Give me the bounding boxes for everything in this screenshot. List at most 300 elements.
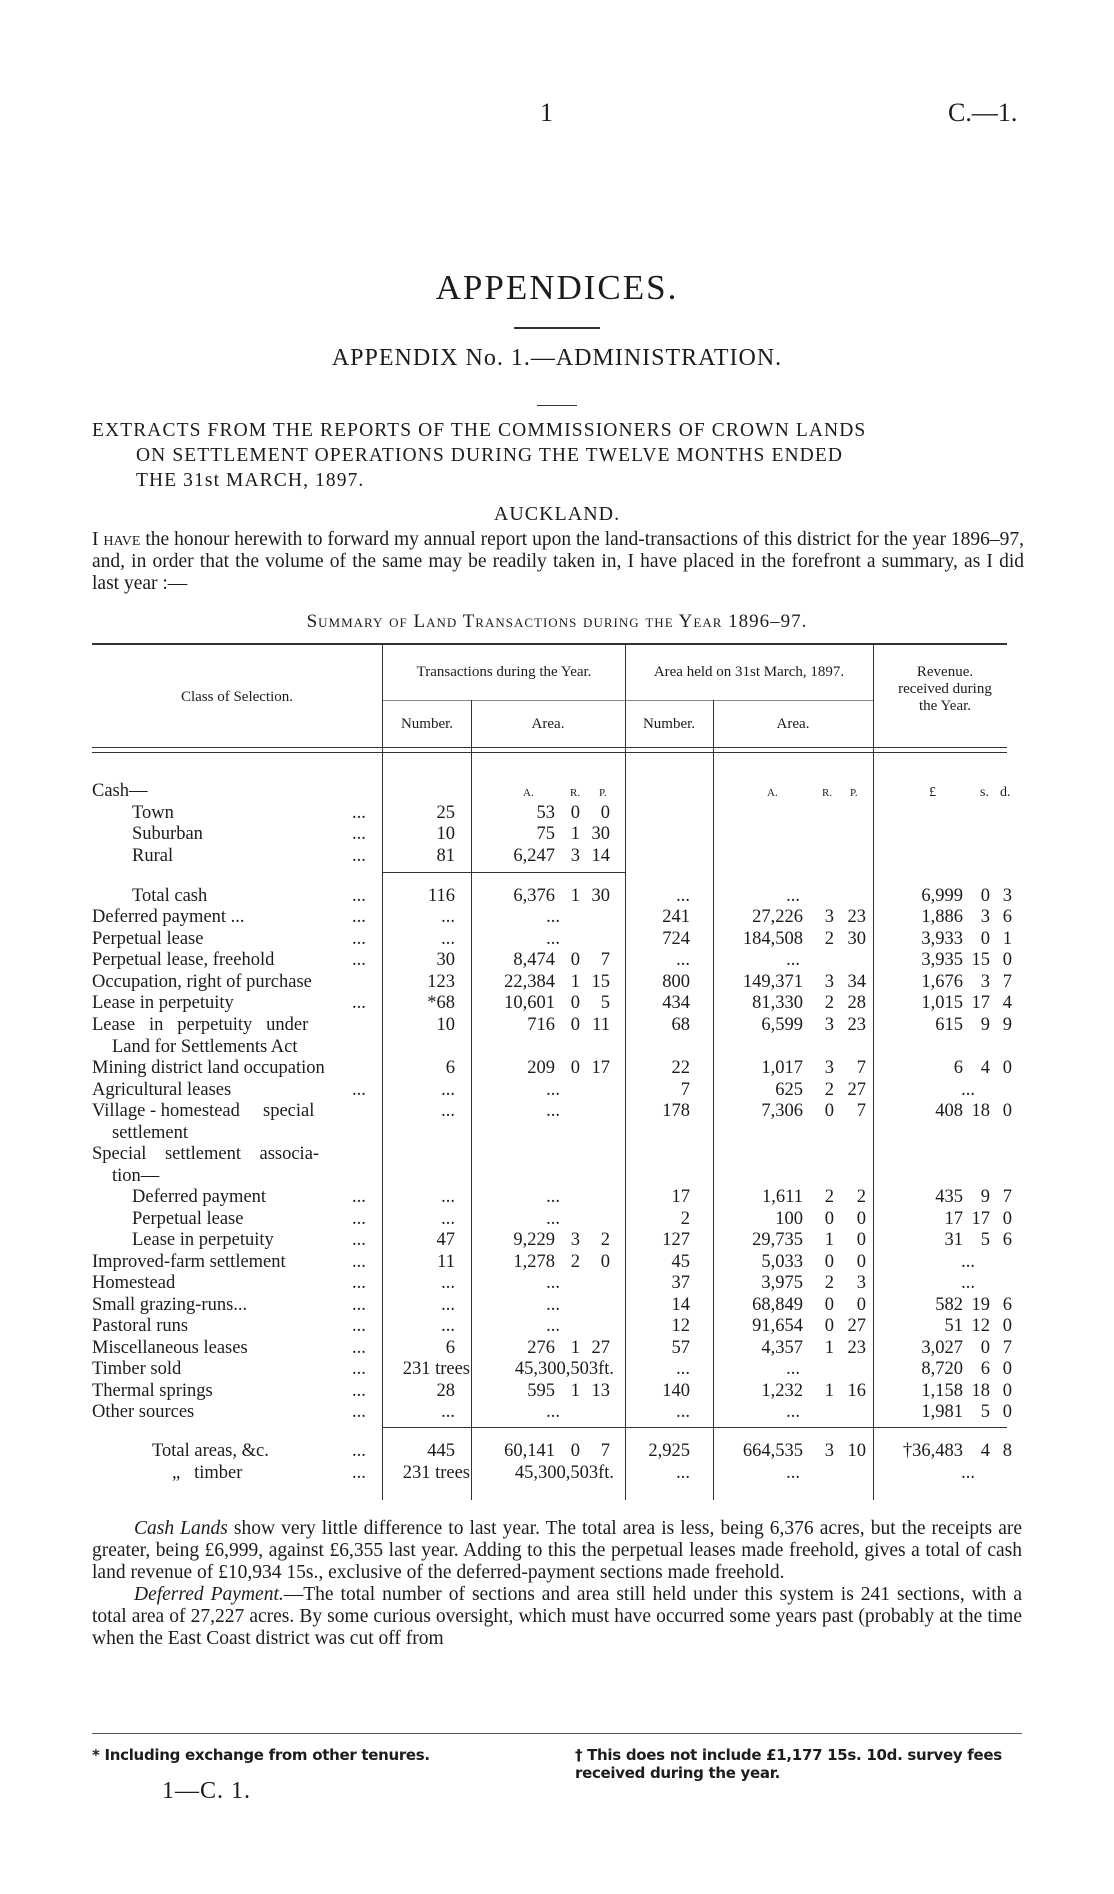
held-area-perches: 34 (847, 972, 866, 992)
revenue-shillings: 5 (980, 1402, 990, 1422)
extracts-line-1: EXTRACTS FROM THE REPORTS OF THE COMMISSIONERS OF CROWN LANDS (92, 420, 867, 441)
tx-area-acres: 716 (527, 1015, 555, 1035)
held-area-perches: 16 (847, 1381, 866, 1401)
leader-dots: ... (352, 1441, 366, 1461)
tx-area: ... (546, 1316, 560, 1336)
held-area-acres: 7,306 (761, 1101, 803, 1121)
tx-number: ... (441, 1402, 455, 1422)
page-number: 1 (540, 98, 553, 127)
revenue-pence: 0 (1002, 1381, 1012, 1401)
tx-number: ... (441, 1316, 455, 1336)
row-label-continuation: settlement (112, 1122, 189, 1143)
tx-area-roods: 1 (570, 1381, 580, 1401)
held-area: ... (786, 1463, 800, 1483)
tx-area-roods: 0 (570, 803, 580, 823)
held-area-acres: 1,232 (761, 1381, 803, 1401)
revenue-shillings: 12 (971, 1316, 990, 1336)
revenue-pounds: ... (961, 1252, 975, 1272)
tx-area-perches: 15 (591, 972, 610, 992)
intro-text: the honour herewith to forward my annual report upon the land-transactions of this district for the year 1896–97, and, in order that the volume of the same may be readily taken in, I have placed in the forefront a summary, as I did last year :— (92, 529, 1024, 594)
held-area-roods: 2 (824, 929, 834, 949)
tx-area-timber: 45,300,503ft. (514, 1463, 614, 1483)
tx-number: ... (441, 1187, 455, 1207)
th-class-of-selection: Class of Selection. (180, 689, 294, 705)
leader-dots: ... (352, 1295, 366, 1315)
held-number: 2 (680, 1209, 690, 1229)
held-area-acres: 81,330 (752, 993, 803, 1013)
tx-area-acres: 6,247 (513, 846, 555, 866)
held-area-acres: 91,654 (752, 1316, 803, 1336)
row-label-continuation: tion— (112, 1165, 160, 1186)
held-number: 12 (671, 1316, 690, 1336)
held-number: 22 (671, 1058, 690, 1078)
th-transactions: Transactions during the Year. (416, 664, 592, 680)
group-subheader-rule (383, 700, 873, 701)
tx-number: 10 (436, 824, 455, 844)
tx-area-roods: 0 (570, 1058, 580, 1078)
held-area-acres: 4,357 (761, 1338, 803, 1358)
tx-number: 81 (436, 846, 455, 866)
tx-area: ... (546, 1101, 560, 1121)
tx-area-acres: 22,384 (504, 972, 555, 992)
district-heading: AUCKLAND. (493, 503, 621, 525)
row-label: Special settlement associa- tion— (92, 1144, 320, 1186)
revenue-pence: 1 (1002, 929, 1012, 949)
unit-perches-2: P. (850, 787, 858, 799)
tx-number: 231 trees (402, 1359, 470, 1379)
intro-paragraph (92, 529, 1024, 595)
held-area-roods: 1 (824, 1230, 834, 1250)
held-area-roods: 3 (824, 1058, 834, 1078)
row-label: Homestead (92, 1273, 176, 1293)
leader-dots: ... (352, 929, 366, 949)
held-area-roods: 0 (824, 1295, 834, 1315)
held-number: 14 (671, 1295, 690, 1315)
footnote-star: * Including exchange from other tenures. (92, 1746, 430, 1764)
held-area-roods: 2 (824, 1080, 834, 1100)
row-label: Perpetual lease, freehold (92, 950, 275, 970)
tx-area-roods: 1 (570, 972, 580, 992)
held-area-perches: 23 (847, 1338, 866, 1358)
revenue-shillings: 6 (980, 1359, 990, 1379)
held-area: ... (786, 950, 800, 970)
revenue-shillings: 5 (980, 1230, 990, 1250)
leader-dots: ... (352, 1209, 366, 1229)
held-area-perches: 28 (847, 993, 866, 1013)
tx-area-acres: 8,474 (513, 950, 555, 970)
unit-perches-1: P. (599, 787, 607, 799)
held-number: 57 (671, 1338, 690, 1358)
held-number: ... (676, 1463, 690, 1483)
revenue-pounds: 3,935 (921, 950, 963, 970)
revenue-pounds: 435 (935, 1187, 963, 1207)
revenue-pounds: 6 (953, 1058, 963, 1078)
revenue-pounds: 51 (944, 1316, 963, 1336)
tx-number: ... (441, 1295, 455, 1315)
revenue-shillings: 0 (980, 1338, 990, 1358)
held-area-perches: 27 (847, 1316, 866, 1336)
row-label: Agricultural leases (92, 1080, 232, 1100)
leader-dots: ... (352, 1359, 366, 1379)
footnote-dagger: † This does not include £1,177 15s. 10d. survey fees received during the year. (575, 1746, 1002, 1782)
revenue-pounds: 582 (935, 1295, 963, 1315)
th-transactions-number: Number. (400, 716, 454, 732)
held-area-roods: 0 (824, 1209, 834, 1229)
footnote-rule (92, 1733, 1022, 1734)
held-area-acres: 625 (775, 1080, 803, 1100)
row-label: Lease in perpetuity (92, 993, 234, 1013)
paragraph-cash-lands-text: show very little difference to last year. The total area is less, being 6,376 acres, but the receipts are greater, being £6,999, against £6,355 last year. Adding to this the perpetual leases made freehold, gives a total of cash land revenue of £10,934 15s., exclusive of the deferred-payment sections made freehold. (92, 1518, 1022, 1583)
revenue-pence: 0 (1002, 950, 1012, 970)
total-rule-2 (383, 1427, 1007, 1428)
tx-area-acres: 595 (527, 1381, 555, 1401)
tx-area-acres: 6,376 (513, 886, 555, 906)
row-label: Rural (132, 846, 174, 866)
row-label: Lease in perpetuity (132, 1230, 274, 1250)
held-area-perches: 23 (847, 907, 866, 927)
held-area-perches: 7 (856, 1101, 866, 1121)
unit-roods-1: R. (570, 787, 581, 799)
revenue-pence: 7 (1002, 1187, 1012, 1207)
held-area-acres: 29,735 (752, 1230, 803, 1250)
revenue-shillings: 3 (980, 907, 990, 927)
revenue-pence: 0 (1002, 1359, 1012, 1379)
tx-area-acres: 10,601 (504, 993, 555, 1013)
tx-area: ... (546, 1209, 560, 1229)
held-area-roods: 2 (824, 1187, 834, 1207)
document-reference: C.—1. (948, 98, 1018, 127)
revenue-shillings: 3 (980, 972, 990, 992)
leader-dots: ... (352, 1316, 366, 1336)
unit-pounds: £ (929, 785, 936, 800)
revenue-pence: 9 (1002, 1015, 1012, 1035)
row-label: Total cash (132, 886, 208, 906)
held-area-roods: 3 (824, 907, 834, 927)
th-held-area: Area. (776, 716, 810, 732)
row-label: Total areas, &c. (152, 1441, 269, 1461)
tx-area-acres: 276 (527, 1338, 555, 1358)
held-number: ... (676, 886, 690, 906)
tx-number: ... (441, 1101, 455, 1121)
tx-area: ... (546, 1080, 560, 1100)
row-label: Occupation, right of purchase (92, 972, 312, 992)
row-label: Thermal springs (92, 1381, 213, 1401)
tx-area-roods: 0 (570, 950, 580, 970)
revenue-shillings: 0 (980, 886, 990, 906)
unit-acres-2: A. (767, 787, 778, 799)
row-label: Mining district land occupation (92, 1058, 325, 1078)
tx-area-roods: 3 (570, 1230, 580, 1250)
revenue-pounds: 1,676 (921, 972, 963, 992)
held-area-roods: 2 (824, 993, 834, 1013)
page-title: APPENDICES. (435, 268, 679, 307)
tx-area-perches: 2 (600, 1230, 610, 1250)
tx-area-acres: 75 (536, 824, 555, 844)
revenue-pounds: 408 (935, 1101, 963, 1121)
leader-dots: ... (352, 1402, 366, 1422)
revenue-pounds: 3,027 (921, 1338, 963, 1358)
th-revenue: Revenue. received during the Year. (898, 664, 992, 714)
tx-number: ... (441, 1209, 455, 1229)
held-area-perches: 27 (847, 1080, 866, 1100)
held-area-perches: 3 (856, 1273, 866, 1293)
tx-area-roods: 1 (570, 886, 580, 906)
tx-number: 28 (436, 1381, 455, 1401)
revenue-shillings: 17 (971, 1209, 990, 1229)
leader-dots: ... (352, 886, 366, 906)
leader-dots: ... (352, 1273, 366, 1293)
held-area: ... (786, 1402, 800, 1422)
revenue-pounds: 17 (944, 1209, 963, 1229)
unit-acres-1: A. (523, 787, 534, 799)
tx-area-perches: 27 (591, 1338, 610, 1358)
revenue-pounds: ... (961, 1080, 975, 1100)
revenue-pence: 7 (1002, 972, 1012, 992)
revenue-pence: 8 (1002, 1441, 1012, 1461)
revenue-pounds: 8,720 (921, 1359, 963, 1379)
tx-number: *68 (427, 993, 455, 1013)
revenue-pounds: 1,981 (921, 1402, 963, 1422)
tx-number: 123 (427, 972, 455, 992)
tx-number: ... (441, 929, 455, 949)
tx-area-roods: 0 (570, 1441, 580, 1461)
held-area-acres: 149,371 (742, 972, 803, 992)
tx-number: 6 (445, 1338, 455, 1358)
held-area-acres: 27,226 (752, 907, 803, 927)
tx-area-perches: 13 (591, 1381, 610, 1401)
th-area-held: Area held on 31st March, 1897. (653, 664, 845, 680)
leader-dots: ... (352, 846, 366, 866)
held-number: 68 (671, 1015, 690, 1035)
leader-dots: ... (352, 993, 366, 1013)
revenue-pence: 3 (1002, 886, 1012, 906)
row-label: Suburban (132, 824, 203, 844)
held-area-acres: 184,508 (742, 929, 803, 949)
row-label: Town (132, 803, 174, 823)
tx-area-acres: 60,141 (504, 1441, 555, 1461)
held-area: ... (786, 886, 800, 906)
revenue-pounds: 1,015 (921, 993, 963, 1013)
table-title: Summary of Land Transactions during the Year 1896–97. (306, 611, 808, 632)
row-label: Improved-farm settlement (92, 1252, 286, 1272)
held-area-roods: 3 (824, 1015, 834, 1035)
tx-area-perches: 7 (600, 950, 610, 970)
held-number: ... (676, 1402, 690, 1422)
tx-area-acres: 53 (536, 803, 555, 823)
tx-number: 6 (445, 1058, 455, 1078)
col-rule-1 (382, 643, 383, 1500)
tx-number: 10 (436, 1015, 455, 1035)
revenue-shillings: 18 (971, 1381, 990, 1401)
held-number: ... (676, 1359, 690, 1379)
tx-number: 25 (436, 803, 455, 823)
row-label: Perpetual lease (132, 1209, 244, 1229)
held-area-roods: 0 (824, 1252, 834, 1272)
held-area-acres: 5,033 (761, 1252, 803, 1272)
tx-area: ... (546, 1295, 560, 1315)
extracts-heading (92, 418, 1027, 493)
held-number: 434 (662, 993, 690, 1013)
leader-dots: ... (352, 1338, 366, 1358)
revenue-pence: 4 (1002, 993, 1012, 1013)
tx-area-acres: 209 (527, 1058, 555, 1078)
held-area-acres: 1,017 (761, 1058, 803, 1078)
row-label: Other sources (92, 1402, 195, 1422)
held-area-perches: 0 (856, 1252, 866, 1272)
paragraph-cash-lands (92, 1518, 1022, 1584)
revenue-pence: 0 (1002, 1058, 1012, 1078)
revenue-pounds: ... (961, 1273, 975, 1293)
leader-dots: ... (352, 1381, 366, 1401)
tx-area-perches: 11 (592, 1015, 610, 1035)
leader-dots: ... (352, 1463, 366, 1483)
leader-dots: ... (352, 907, 366, 927)
leader-dots: ... (352, 824, 366, 844)
held-number: 37 (671, 1273, 690, 1293)
col-rule-3 (625, 643, 626, 1500)
held-number: 7 (680, 1080, 690, 1100)
table-top-rule (92, 643, 1007, 645)
row-label: Timber sold (92, 1359, 182, 1379)
tx-area-perches: 30 (591, 886, 610, 906)
revenue-pence: 6 (1002, 1295, 1012, 1315)
tx-area: ... (546, 907, 560, 927)
held-area-acres: 100 (775, 1209, 803, 1229)
held-number: 140 (662, 1381, 690, 1401)
intro-lead: I have (92, 529, 141, 550)
held-area-acres: 1,611 (762, 1187, 803, 1207)
held-area-roods: 1 (824, 1338, 834, 1358)
col-rule-4 (713, 700, 714, 1500)
held-area-acres: 3,975 (761, 1273, 803, 1293)
revenue-shillings: 18 (971, 1101, 990, 1121)
tx-number: ... (441, 907, 455, 927)
extracts-line-2: ON SETTLEMENT OPERATIONS DURING THE TWELVE MONTHS ENDED (136, 445, 844, 466)
revenue-pounds: 6,999 (921, 886, 963, 906)
revenue-pounds: 1,886 (921, 907, 963, 927)
held-area-acres: 68,849 (752, 1295, 803, 1315)
tx-area-roods: 1 (570, 1338, 580, 1358)
revenue-shillings: 0 (980, 929, 990, 949)
row-label: Pastoral runs (92, 1316, 189, 1336)
revenue-shillings: 9 (980, 1015, 990, 1035)
held-number: ... (676, 950, 690, 970)
tx-number: 47 (436, 1230, 455, 1250)
row-label: „ timber (172, 1463, 243, 1483)
col-rule-5 (873, 643, 874, 1500)
th-held-number: Number. (642, 716, 696, 732)
revenue-pounds: 31 (944, 1230, 963, 1250)
tx-area-perches: 17 (591, 1058, 610, 1078)
revenue-pounds: ... (961, 1463, 975, 1483)
tx-area-roods: 1 (570, 824, 580, 844)
held-number: 800 (662, 972, 690, 992)
revenue-pence: 7 (1002, 1338, 1012, 1358)
tx-area-roods: 0 (570, 993, 580, 1013)
held-number: 178 (662, 1101, 690, 1121)
held-number: 45 (671, 1252, 690, 1272)
table-header-rule (92, 747, 1007, 748)
held-area-perches: 0 (856, 1209, 866, 1229)
tx-area-timber: 45,300,503ft. (514, 1359, 614, 1379)
held-area-perches: 2 (856, 1187, 866, 1207)
table-header-rule-2 (92, 752, 1007, 753)
held-area-perches: 30 (847, 929, 866, 949)
held-area-acres: 664,535 (742, 1441, 803, 1461)
paragraph-deferred-payment-text: —The total number of sections and area still held under this system is 241 sections, with a total area of 27,227 acres. By some curious oversight, which must have occurred some years past (probably at the time when the East Coast district was cut off from (92, 1584, 1022, 1649)
held-number: 17 (671, 1187, 690, 1207)
tx-area: ... (546, 1273, 560, 1293)
tx-area-roods: 2 (570, 1252, 580, 1272)
tx-area-roods: 0 (570, 1015, 580, 1035)
th-transactions-area: Area. (531, 716, 565, 732)
col-rule-2 (471, 700, 472, 1500)
revenue-pence: 6 (1002, 907, 1012, 927)
tx-number: 231 trees (402, 1463, 470, 1483)
tx-area: ... (546, 929, 560, 949)
row-label: Small grazing-runs... (92, 1295, 248, 1315)
leader-dots: ... (352, 803, 366, 823)
tx-number: 30 (436, 950, 455, 970)
body-paragraphs (92, 1518, 1022, 1650)
tx-area-acres: 1,278 (513, 1252, 555, 1272)
appendix-subtitle: APPENDIX No. 1.—ADMINISTRATION. (331, 345, 783, 371)
held-area-roods: 3 (824, 972, 834, 992)
tx-area-roods: 3 (570, 846, 580, 866)
held-number: 127 (662, 1230, 690, 1250)
held-area-roods: 0 (824, 1101, 834, 1121)
revenue-shillings: 9 (980, 1187, 990, 1207)
revenue-shillings: 4 (980, 1058, 990, 1078)
held-area-roods: 3 (824, 1441, 834, 1461)
tx-number: 11 (437, 1252, 455, 1272)
held-area: ... (786, 1359, 800, 1379)
leader-dots: ... (352, 950, 366, 970)
leader-dots: ... (352, 1230, 366, 1250)
paragraph-deferred-payment-lead: Deferred Payment. (134, 1584, 284, 1605)
tx-area: ... (546, 1187, 560, 1207)
row-label: Lease in perpetuity under Land for Settlements Act (92, 1015, 309, 1057)
extracts-line-3: THE 31st MARCH, 1897. (136, 470, 365, 491)
paragraph-cash-lands-lead: Cash Lands (134, 1518, 228, 1539)
revenue-pounds: 3,933 (921, 929, 963, 949)
held-area-acres: 6,599 (761, 1015, 803, 1035)
tx-area-perches: 5 (600, 993, 610, 1013)
revenue-pounds: †36,483 (902, 1441, 963, 1461)
held-area-perches: 10 (847, 1441, 866, 1461)
revenue-pounds: 1,158 (921, 1381, 963, 1401)
held-number: 2,925 (648, 1441, 690, 1461)
revenue-pence: 6 (1002, 1230, 1012, 1250)
revenue-pence: 0 (1002, 1316, 1012, 1336)
row-label: Deferred payment (132, 1187, 267, 1207)
revenue-pence: 0 (1002, 1209, 1012, 1229)
tx-area-perches: 0 (600, 803, 610, 823)
revenue-shillings: 15 (971, 950, 990, 970)
row-label: Village - homestead special settlement (92, 1101, 315, 1143)
held-area-perches: 7 (856, 1058, 866, 1078)
revenue-pence: 0 (1002, 1101, 1012, 1121)
held-area-perches: 0 (856, 1230, 866, 1250)
tx-number: ... (441, 1273, 455, 1293)
held-area-perches: 0 (856, 1295, 866, 1315)
held-area-perches: 23 (847, 1015, 866, 1035)
held-number: 241 (662, 907, 690, 927)
subtitle-divider (537, 405, 577, 406)
signature-mark: 1—C. 1. (162, 1778, 252, 1804)
row-label: Miscellaneous leases (92, 1338, 248, 1358)
revenue-shillings: 17 (971, 993, 990, 1013)
